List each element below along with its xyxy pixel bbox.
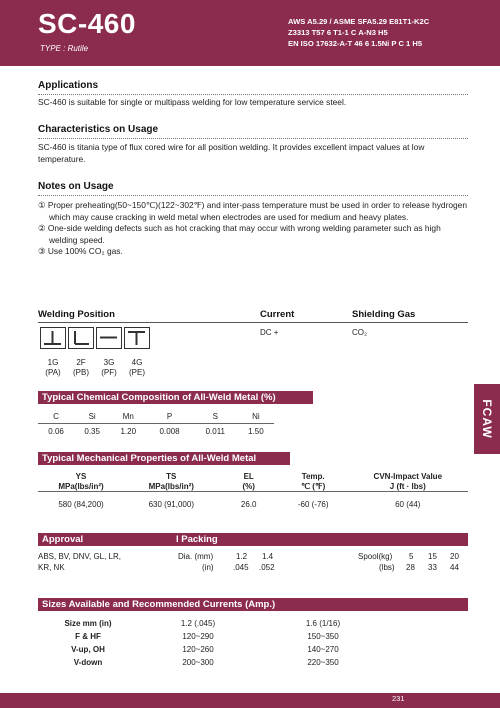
position-alt: (PE) [129, 368, 145, 377]
table-cell: 200~300 [182, 658, 214, 667]
column-header-line1: CVN-Impact Value [373, 472, 443, 481]
position-alt: (PF) [101, 368, 117, 377]
column-header-line2: MPa(lbs/in²) [148, 481, 194, 491]
mechanical-heading: Typical Mechanical Properties of All-Weld Metal [38, 452, 290, 465]
approval-line: KR, NK [38, 563, 65, 572]
table-row [38, 630, 388, 643]
approval-heading: Approval [42, 534, 84, 545]
table-row [38, 492, 468, 517]
table-cell: 580 (84,200) [58, 499, 104, 509]
table-cell: 26.0 [240, 499, 257, 509]
divider [38, 138, 468, 139]
characteristics-text: SC-460 is titania type of flux cored wire for all position welding. It provides excellent impact values at low temperature. [38, 142, 425, 164]
sizes-heading: Sizes Available and Recommended Currents (Amp.) [38, 598, 468, 611]
position-code: 2F [76, 358, 86, 367]
page-number: 231 [392, 694, 405, 703]
dia-label: Dia. (mm) [178, 552, 214, 561]
table-cell: 1.50 [248, 426, 264, 436]
divider [38, 322, 468, 323]
divider [38, 94, 468, 95]
position-code: 3G [103, 358, 115, 367]
column-header [219, 469, 279, 492]
column-header [348, 469, 468, 492]
column-header-line1: TS [166, 472, 177, 481]
spool-kg-value: 5 [409, 552, 414, 561]
product-title: SC-460 [38, 8, 136, 39]
packing-heading: I Packing [176, 534, 218, 545]
table-row [38, 643, 388, 656]
table-cell: 120~260 [182, 645, 214, 654]
note-item: ② One-side welding defects such as hot cracking that may occur with wrong welding parameter such as high welding speed. [38, 223, 441, 245]
table-cell: 150~350 [307, 632, 339, 641]
position-code: 4G [131, 358, 143, 367]
dia-in-value: .052 [259, 563, 275, 572]
table-cell: 140~270 [307, 645, 339, 654]
dia-mm-value: 1.2 [236, 552, 248, 561]
table-cell: 1.20 [120, 426, 137, 436]
table-cell: 0.35 [84, 426, 100, 436]
size-row-label: Size mm (in) [64, 619, 112, 628]
spec-standards [288, 16, 429, 49]
position-1g-icon [40, 327, 66, 349]
footer-bar [0, 693, 500, 708]
column-header-line1: Temp. [301, 472, 325, 481]
applications-heading: Applications [38, 80, 99, 91]
table-cell: 120~290 [182, 632, 214, 641]
table-cell: 630 (91,000) [148, 499, 194, 509]
position-3g-icon [96, 327, 122, 349]
column-header: S [193, 410, 238, 424]
column-header-line2: MPa(lbs/in²) [58, 481, 104, 491]
table-row [38, 656, 388, 669]
note-item: ① Proper preheating(50~150℃)(122~302℉) and inter-pass temperature must be used in order to release hydrogen which may cause cracking in weld metal when electrodes are used for medium and heavy plates. [38, 200, 467, 222]
spool-lbs-value: 33 [428, 563, 437, 572]
spec-line: EN ISO 17632-A-T 46 6 1.5Ni P C 1 H5 [288, 39, 423, 48]
size-row-label: V-down [73, 658, 103, 667]
section-side-tab [474, 384, 500, 454]
chemical-heading: Typical Chemical Composition of All-Weld Metal (%) [38, 391, 313, 404]
characteristics-heading: Characteristics on Usage [38, 124, 159, 135]
table-cell: 0.011 [205, 426, 226, 436]
position-4g-icon [124, 327, 150, 349]
table-cell: 0.06 [48, 426, 64, 436]
table-cell: 60 (44) [395, 499, 421, 509]
table-row [38, 617, 388, 630]
table-cell: 0.008 [159, 426, 180, 436]
header-banner [0, 0, 500, 66]
sizes-table [38, 617, 388, 669]
position-code: 1G [47, 358, 59, 367]
spec-line: Z3313 T57 6 T1-1 C A-N3 H5 [288, 28, 388, 37]
current-heading: Current [260, 309, 295, 320]
table-cell: 1.6 (1/16) [305, 619, 341, 628]
spool-kg-value: 20 [450, 552, 459, 561]
column-header: Ni [238, 410, 274, 424]
size-row-label: F & HF [75, 632, 101, 641]
position-alt: (PB) [73, 368, 89, 377]
column-header-line2: (%) [242, 481, 255, 491]
table-cell: -60 (-76) [297, 499, 329, 509]
position-2f-icon [68, 327, 94, 349]
column-header [38, 469, 124, 492]
dia-unit: (in) [202, 563, 214, 572]
approval-packing-bar [38, 533, 468, 546]
spool-unit: (lbs) [379, 563, 395, 572]
column-header [124, 469, 219, 492]
mechanical-table [38, 469, 468, 516]
product-type: TYPE : Rutile [40, 44, 89, 53]
spool-lbs-value: 28 [406, 563, 415, 572]
dia-in-value: .045 [233, 563, 249, 572]
column-header-line1: EL [243, 472, 254, 481]
notes-list [38, 200, 470, 258]
position-alt: (PA) [45, 368, 61, 377]
notes-heading: Notes on Usage [38, 181, 114, 192]
chemical-table [38, 410, 274, 438]
dia-mm-value: 1.4 [262, 552, 274, 561]
spec-line: AWS A5.29 / ASME SFA5.29 E81T1-K2C [288, 17, 430, 26]
column-header: C [38, 410, 74, 424]
column-header-line2: ℃ (℉) [301, 481, 326, 491]
shielding-gas-value: CO₂ [352, 328, 368, 337]
spool-kg-value: 15 [428, 552, 437, 561]
applications-text: SC-460 is suitable for single or multipass welding for low temperature service steel. [38, 97, 347, 107]
column-header [279, 469, 348, 492]
column-header: P [146, 410, 192, 424]
size-row-label: V-up, OH [71, 645, 105, 654]
current-value: DC + [260, 328, 279, 337]
shielding-gas-heading: Shielding Gas [352, 309, 416, 320]
column-header: Si [74, 410, 110, 424]
table-header-row [38, 410, 274, 424]
column-header-line1: YS [75, 472, 87, 481]
welding-position-heading: Welding Position [38, 309, 115, 320]
divider [38, 195, 468, 196]
table-row [38, 424, 274, 439]
note-item: ③ Use 100% CO₂ gas. [38, 246, 123, 257]
side-tab-label: FCAW [480, 399, 494, 439]
column-header-line2: J (ft · lbs) [389, 481, 426, 491]
approval-line: ABS, BV, DNV, GL, LR, [38, 552, 122, 561]
table-cell: 1.2 (.045) [180, 619, 216, 628]
spool-lbs-value: 44 [450, 563, 459, 572]
column-header: Mn [110, 410, 146, 424]
spool-label: Spool(kg) [358, 552, 393, 561]
table-cell: 220~350 [307, 658, 339, 667]
table-header-row [38, 469, 468, 492]
approval-list [38, 551, 121, 573]
